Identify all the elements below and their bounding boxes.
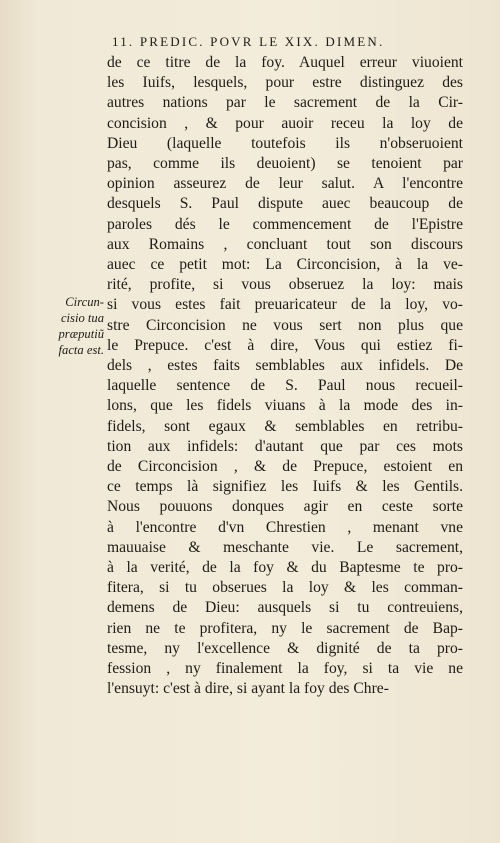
text-line: les Iuifs, lesquels, pour estre distinguez des <box>107 74 463 92</box>
margin-note-line: cisio tua <box>60 311 104 325</box>
text-line: autres nations par le sacrement de la Cir- <box>107 94 463 112</box>
text-line: le Prepuce. c'est à dire, Vous qui estiez fi- <box>107 336 463 354</box>
text-line: à la verité, de la foy & du Baptesme te pro- <box>107 559 463 577</box>
text-line: rité, profite, si vous obseruez la loy: mais <box>107 276 463 294</box>
text-line: à l'encontre d'vn Chrestien , menant vne <box>107 518 463 536</box>
margin-note-line: præputiũ <box>58 327 104 341</box>
text-line: auec ce petit mot: La Circoncision, à la ve- <box>107 256 463 274</box>
text-line: Dieu (laquelle toutefois ils n'obseruoient <box>107 134 463 152</box>
text-line: fitera, si tu obserues la loy & les comman- <box>107 579 463 597</box>
text-line: mauuaise & meschante vie. Le sacrement, <box>107 538 463 556</box>
text-line: aux Romains , concluant tout son discours <box>107 235 463 253</box>
text-line: fession , ny finalement la foy, si ta vie ne <box>107 660 463 678</box>
text-line: si vous estes fait preuaricateur de la loy, vo- <box>107 296 463 314</box>
body-text <box>107 53 463 700</box>
text-line: paroles dés le commencement de l'Epistre <box>107 215 463 233</box>
margin-note <box>46 294 104 358</box>
text-line: ce temps là signifiez les Iuifs & les Gentils. <box>107 478 463 496</box>
margin-note-line: Circun- <box>65 295 104 309</box>
text-line: fidels, sont egaux & semblables en retribu- <box>107 417 463 435</box>
text-line: concision , & pour auoir receu la loy de <box>107 114 463 132</box>
text-line: dels , estes faits semblables aux infidels. De <box>107 357 463 375</box>
text-line: tion aux infidels: d'autant que par ces mots <box>107 437 463 455</box>
running-header: 11. PREDIC. POVR LE XIX. DIMEN. <box>112 34 385 49</box>
text-line: demens de Dieu: ausquels si tu contreuiens, <box>107 599 463 617</box>
text-line: desquels S. Paul dispute auec beaucoup de <box>107 195 463 213</box>
text-line: stre Circoncision ne vous sert non plus que <box>107 316 463 334</box>
text-line: de ce titre de la foy. Auquel erreur viuoient <box>107 54 463 71</box>
text-line: opinion asseurez de leur salut. A l'encontre <box>107 175 463 193</box>
text-line: l'ensuyt: c'est à dire, si ayant la foy des Chre- <box>107 680 389 698</box>
text-line: pas, comme ils deuoient) se tenoient par <box>107 155 463 173</box>
text-line: de Circoncision , & de Prepuce, estoient en <box>107 458 463 476</box>
text-line: Nous pouuons donques agir en ceste sorte <box>107 498 463 516</box>
text-line: lons, que les fidels viuans à la mode des in- <box>107 397 463 415</box>
text-line: tesme, ny l'excellence & dignité de ta pro- <box>107 639 463 657</box>
margin-note-line: facta est. <box>58 343 104 357</box>
text-line: rien ne te profitera, ny le sacrement de Bap- <box>107 619 463 637</box>
text-line: laquelle sentence de S. Paul nous recueil- <box>107 377 463 395</box>
